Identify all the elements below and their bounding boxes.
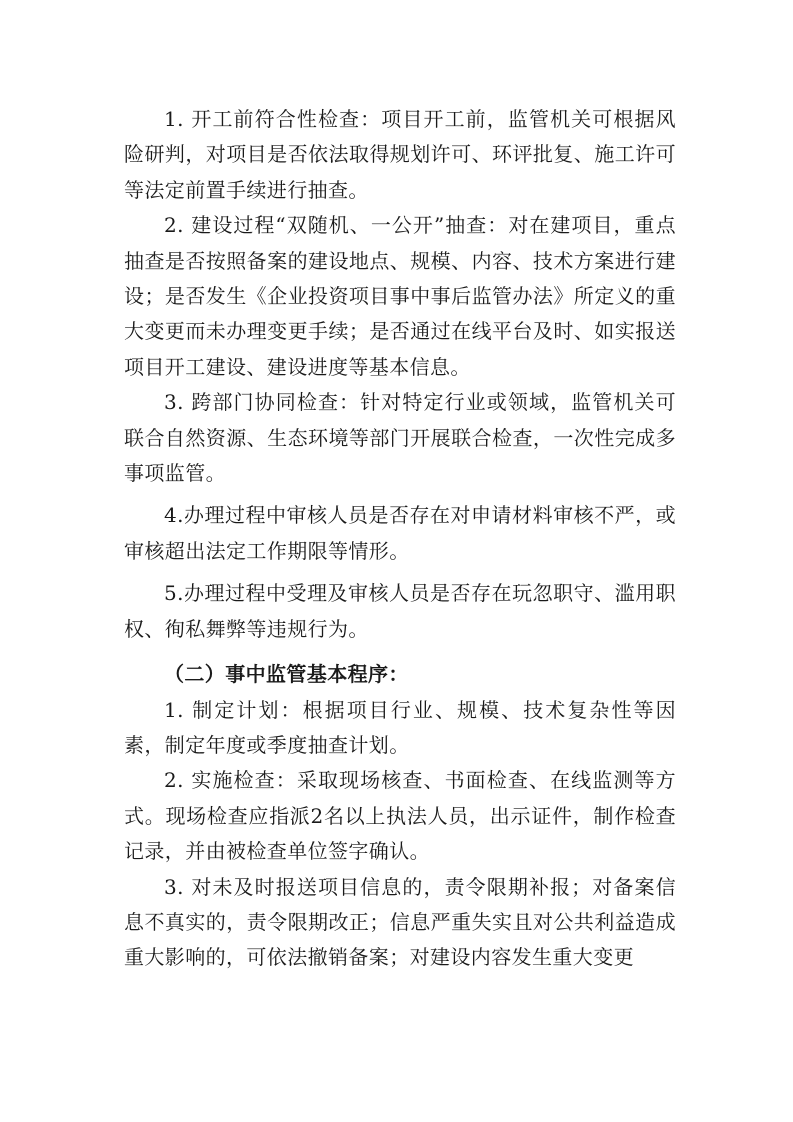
section-heading: （二）事中监管基本程序：	[164, 662, 409, 687]
paragraph-misconduct: 5.办理过程中受理及审核人员是否存在玩忽职守、滥用职权、徇私舞弊等违规行为。	[124, 581, 676, 641]
paragraph-implementation: 2. 实施检查：采取现场核查、书面检查、在线监测等方式。现场检查应指派2名以上执法人员，出示证件，制作检查记录，并由被检查单位签字确认。	[124, 768, 676, 864]
paragraph-random-inspection: 2. 建设过程“双随机、一公开”抽查：对在建项目，重点抽查是否按照备案的建设地点、规模、内容、技术方案进行建设；是否发生《企业投资项目事中事后监管办法》所定义的重大变更而未办理变更手续；是否通过在线平台及时、如实报送项目开工建设、建设进度等基本信息。	[124, 213, 676, 379]
paragraph-plan: 1. 制定计划：根据项目行业、规模、技术复杂性等因素，制定年度或季度抽查计划。	[124, 697, 676, 757]
document-body	[124, 102, 676, 976]
paragraph-joint-inspection: 3. 跨部门协同检查：针对特定行业或领域，监管机关可联合自然资源、生态环境等部门开展联合检查，一次性完成多事项监管。	[124, 390, 676, 486]
paragraph-preconstruction-check: 1. 开工前符合性检查：项目开工前，监管机关可根据风险研判，对项目是否依法取得规划许可、环评批复、施工许可等法定前置手续进行抽查。	[124, 107, 676, 202]
paragraph-review-strictness: 4.办理过程中审核人员是否存在对申请材料审核不严，或审核超出法定工作期限等情形。	[124, 503, 676, 563]
paragraph-penalties: 3. 对未及时报送项目信息的，责令限期补报；对备案信息不真实的，责令限期改正；信息严重失实且对公共利益造成重大影响的，可依法撤销备案；对建设内容发生重大变更	[124, 874, 676, 970]
